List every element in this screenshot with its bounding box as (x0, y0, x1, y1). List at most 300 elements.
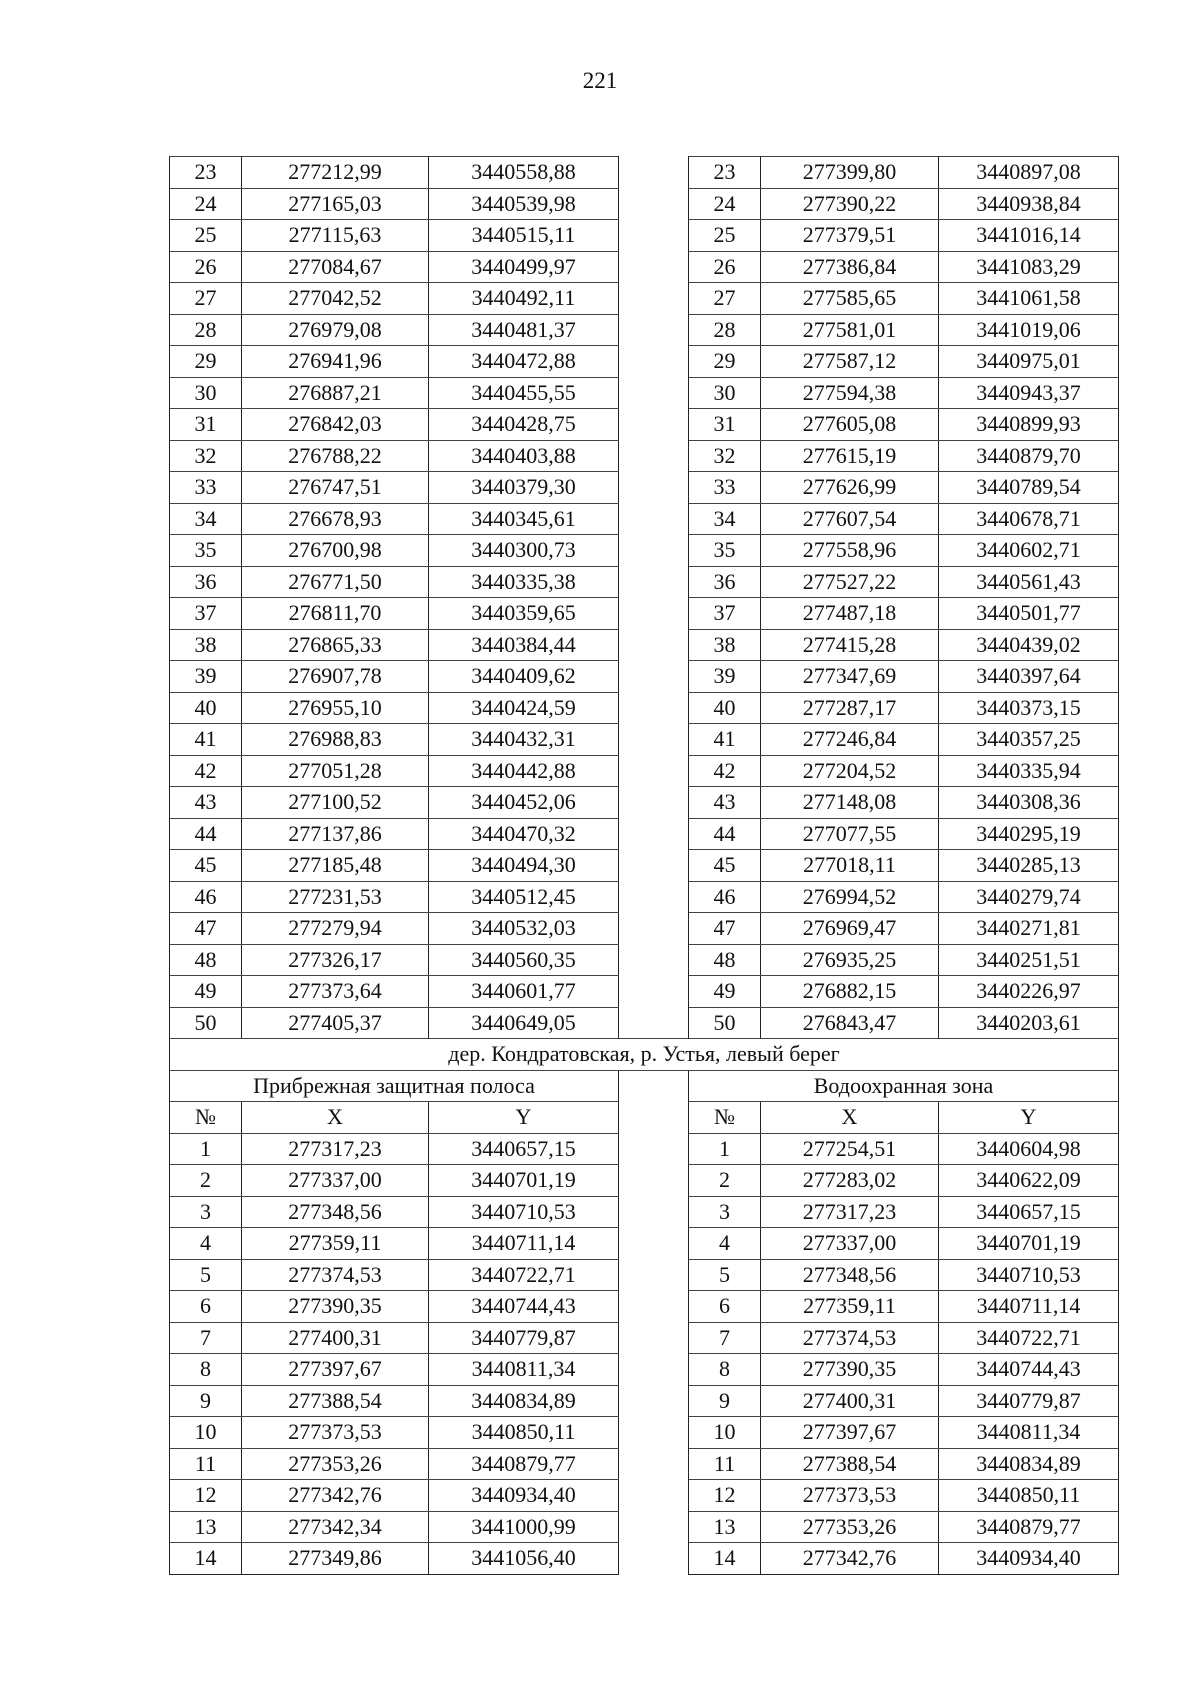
point-number-left: 35 (170, 535, 242, 567)
y-coordinate-left: 3440722,71 (429, 1259, 619, 1291)
x-coordinate-left: 276979,08 (242, 314, 429, 346)
x-coordinate-left: 276865,33 (242, 629, 429, 661)
point-number-right: 5 (689, 1259, 761, 1291)
x-coordinate-right: 276994,52 (761, 881, 939, 913)
x-coordinate-right: 277558,96 (761, 535, 939, 567)
y-coordinate-right: 3440938,84 (939, 188, 1119, 220)
x-coordinate-right: 277390,35 (761, 1354, 939, 1386)
header-y-left: Y (429, 1102, 619, 1134)
y-coordinate-right: 3440678,71 (939, 503, 1119, 535)
y-coordinate-right: 3440622,09 (939, 1165, 1119, 1197)
y-coordinate-left: 3440512,45 (429, 881, 619, 913)
point-number-left: 23 (170, 157, 242, 189)
point-number-right: 9 (689, 1385, 761, 1417)
y-coordinate-left: 3440432,31 (429, 724, 619, 756)
column-gap (619, 251, 689, 283)
x-coordinate-right: 277359,11 (761, 1291, 939, 1323)
table-row (170, 850, 1119, 882)
point-number-left: 3 (170, 1196, 242, 1228)
column-gap (619, 346, 689, 378)
x-coordinate-right: 277317,23 (761, 1196, 939, 1228)
point-number-right: 10 (689, 1417, 761, 1449)
point-number-right: 33 (689, 472, 761, 504)
y-coordinate-right: 3440501,77 (939, 598, 1119, 630)
y-coordinate-left: 3440601,77 (429, 976, 619, 1008)
y-coordinate-right: 3440397,64 (939, 661, 1119, 693)
point-number-left: 37 (170, 598, 242, 630)
x-coordinate-left: 276700,98 (242, 535, 429, 567)
y-coordinate-left: 3440442,88 (429, 755, 619, 787)
table-row (170, 346, 1119, 378)
x-coordinate-left: 277348,56 (242, 1196, 429, 1228)
x-coordinate-left: 277279,94 (242, 913, 429, 945)
left-block-title: Прибрежная защитная полоса (170, 1070, 619, 1102)
x-coordinate-right: 277415,28 (761, 629, 939, 661)
x-coordinate-right: 277388,54 (761, 1448, 939, 1480)
point-number-right: 46 (689, 881, 761, 913)
point-number-left: 28 (170, 314, 242, 346)
column-gap (619, 1543, 689, 1575)
table-row (170, 503, 1119, 535)
column-gap (619, 598, 689, 630)
y-coordinate-left: 3440455,55 (429, 377, 619, 409)
point-number-right: 3 (689, 1196, 761, 1228)
table-row (170, 787, 1119, 819)
x-coordinate-right: 277254,51 (761, 1133, 939, 1165)
point-number-left: 47 (170, 913, 242, 945)
y-coordinate-right: 3441016,14 (939, 220, 1119, 252)
x-coordinate-right: 277348,56 (761, 1259, 939, 1291)
point-number-right: 12 (689, 1480, 761, 1512)
column-gap (619, 1385, 689, 1417)
table-row (170, 440, 1119, 472)
column-gap (619, 818, 689, 850)
table-row (170, 1196, 1119, 1228)
table-row (170, 1291, 1119, 1323)
header-number-right: № (689, 1102, 761, 1134)
y-coordinate-right: 3440439,02 (939, 629, 1119, 661)
y-coordinate-left: 3440779,87 (429, 1322, 619, 1354)
point-number-right: 24 (689, 188, 761, 220)
table-row (170, 1385, 1119, 1417)
point-number-left: 50 (170, 1007, 242, 1039)
point-number-right: 7 (689, 1322, 761, 1354)
x-coordinate-left: 277374,53 (242, 1259, 429, 1291)
y-coordinate-right: 3440897,08 (939, 157, 1119, 189)
y-coordinate-right: 3440602,71 (939, 535, 1119, 567)
column-gap (619, 472, 689, 504)
column-gap (619, 1354, 689, 1386)
point-number-left: 12 (170, 1480, 242, 1512)
y-coordinate-right: 3441083,29 (939, 251, 1119, 283)
point-number-left: 43 (170, 787, 242, 819)
page-number: 221 (582, 68, 618, 93)
y-coordinate-left: 3440452,06 (429, 787, 619, 819)
y-coordinate-left: 3440424,59 (429, 692, 619, 724)
y-coordinate-left: 3440428,75 (429, 409, 619, 441)
point-number-left: 29 (170, 346, 242, 378)
table-row (170, 1480, 1119, 1512)
column-headers-row (170, 1102, 1119, 1134)
point-number-left: 5 (170, 1259, 242, 1291)
y-coordinate-right: 3441061,58 (939, 283, 1119, 315)
point-number-left: 30 (170, 377, 242, 409)
table-row (170, 157, 1119, 189)
column-gap (619, 1228, 689, 1260)
table-row (170, 251, 1119, 283)
column-gap (619, 314, 689, 346)
point-number-left: 2 (170, 1165, 242, 1197)
table-row (170, 566, 1119, 598)
x-coordinate-left: 276955,10 (242, 692, 429, 724)
column-gap (619, 913, 689, 945)
y-coordinate-left: 3440811,34 (429, 1354, 619, 1386)
table-row (170, 1511, 1119, 1543)
y-coordinate-left: 3440515,11 (429, 220, 619, 252)
point-number-right: 30 (689, 377, 761, 409)
x-coordinate-right: 277399,80 (761, 157, 939, 189)
column-gap (619, 661, 689, 693)
y-coordinate-left: 3440345,61 (429, 503, 619, 535)
point-number-right: 38 (689, 629, 761, 661)
point-number-left: 13 (170, 1511, 242, 1543)
point-number-right: 39 (689, 661, 761, 693)
x-coordinate-left: 277390,35 (242, 1291, 429, 1323)
table-row (170, 1133, 1119, 1165)
table-row (170, 1322, 1119, 1354)
y-coordinate-left: 3440560,35 (429, 944, 619, 976)
x-coordinate-left: 276842,03 (242, 409, 429, 441)
y-coordinate-left: 3440359,65 (429, 598, 619, 630)
column-gap (619, 1007, 689, 1039)
x-coordinate-left: 277100,52 (242, 787, 429, 819)
y-coordinate-right: 3440879,77 (939, 1511, 1119, 1543)
y-coordinate-left: 3440701,19 (429, 1165, 619, 1197)
x-coordinate-right: 277342,76 (761, 1543, 939, 1575)
point-number-left: 8 (170, 1354, 242, 1386)
point-number-right: 13 (689, 1511, 761, 1543)
column-gap (619, 157, 689, 189)
point-number-left: 1 (170, 1133, 242, 1165)
y-coordinate-right: 3440335,94 (939, 755, 1119, 787)
point-number-left: 40 (170, 692, 242, 724)
point-number-right: 35 (689, 535, 761, 567)
y-coordinate-left: 3441000,99 (429, 1511, 619, 1543)
table-row (170, 1259, 1119, 1291)
y-coordinate-left: 3440879,77 (429, 1448, 619, 1480)
x-coordinate-right: 277487,18 (761, 598, 939, 630)
x-coordinate-left: 276747,51 (242, 472, 429, 504)
y-coordinate-right: 3440285,13 (939, 850, 1119, 882)
point-number-right: 28 (689, 314, 761, 346)
table-row (170, 598, 1119, 630)
x-coordinate-right: 277246,84 (761, 724, 939, 756)
x-coordinate-left: 277185,48 (242, 850, 429, 882)
column-gap (619, 1511, 689, 1543)
y-coordinate-right: 3440295,19 (939, 818, 1119, 850)
header-number-left: № (170, 1102, 242, 1134)
section-header-body (170, 1039, 1119, 1134)
x-coordinate-left: 277165,03 (242, 188, 429, 220)
x-coordinate-right: 277337,00 (761, 1228, 939, 1260)
table-row (170, 314, 1119, 346)
y-coordinate-right: 3440899,93 (939, 409, 1119, 441)
y-coordinate-right: 3441019,06 (939, 314, 1119, 346)
point-number-right: 29 (689, 346, 761, 378)
x-coordinate-left: 277397,67 (242, 1354, 429, 1386)
right-block-title: Водоохранная зона (689, 1070, 1119, 1102)
x-coordinate-right: 276935,25 (761, 944, 939, 976)
column-gap (619, 1133, 689, 1165)
x-coordinate-right: 277386,84 (761, 251, 939, 283)
x-coordinate-left: 277317,23 (242, 1133, 429, 1165)
x-coordinate-right: 277587,12 (761, 346, 939, 378)
x-coordinate-right: 277605,08 (761, 409, 939, 441)
point-number-right: 36 (689, 566, 761, 598)
point-number-right: 32 (689, 440, 761, 472)
upper-coordinates-body (170, 157, 1119, 1039)
x-coordinate-left: 276941,96 (242, 346, 429, 378)
table-row (170, 1007, 1119, 1039)
x-coordinate-right: 277390,22 (761, 188, 939, 220)
point-number-left: 24 (170, 188, 242, 220)
point-number-left: 34 (170, 503, 242, 535)
header-x-right: X (761, 1102, 939, 1134)
point-number-left: 33 (170, 472, 242, 504)
y-coordinate-left: 3440481,37 (429, 314, 619, 346)
y-coordinate-left: 3440934,40 (429, 1480, 619, 1512)
x-coordinate-left: 276887,21 (242, 377, 429, 409)
table-row (170, 913, 1119, 945)
point-number-left: 14 (170, 1543, 242, 1575)
column-gap (619, 1196, 689, 1228)
point-number-left: 49 (170, 976, 242, 1008)
point-number-left: 26 (170, 251, 242, 283)
y-coordinate-right: 3440834,89 (939, 1448, 1119, 1480)
point-number-left: 38 (170, 629, 242, 661)
point-number-right: 1 (689, 1133, 761, 1165)
coordinates-table (169, 156, 1119, 1575)
table-row (170, 881, 1119, 913)
y-coordinate-right: 3440308,36 (939, 787, 1119, 819)
point-number-left: 48 (170, 944, 242, 976)
x-coordinate-right: 276843,47 (761, 1007, 939, 1039)
x-coordinate-right: 276969,47 (761, 913, 939, 945)
table-row (170, 377, 1119, 409)
y-coordinate-right: 3440701,19 (939, 1228, 1119, 1260)
x-coordinate-left: 276678,93 (242, 503, 429, 535)
point-number-right: 23 (689, 157, 761, 189)
table-row (170, 1448, 1119, 1480)
point-number-left: 4 (170, 1228, 242, 1260)
point-number-right: 45 (689, 850, 761, 882)
x-coordinate-left: 277353,26 (242, 1448, 429, 1480)
x-coordinate-right: 277347,69 (761, 661, 939, 693)
column-gap (619, 724, 689, 756)
point-number-right: 25 (689, 220, 761, 252)
section-caption-row (170, 1039, 1119, 1071)
x-coordinate-left: 277212,99 (242, 157, 429, 189)
y-coordinate-right: 3440975,01 (939, 346, 1119, 378)
y-coordinate-right: 3440251,51 (939, 944, 1119, 976)
y-coordinate-left: 3440494,30 (429, 850, 619, 882)
column-gap (619, 881, 689, 913)
point-number-left: 10 (170, 1417, 242, 1449)
x-coordinate-left: 277359,11 (242, 1228, 429, 1260)
x-coordinate-right: 277585,65 (761, 283, 939, 315)
x-coordinate-left: 276771,50 (242, 566, 429, 598)
column-gap (619, 692, 689, 724)
point-number-left: 6 (170, 1291, 242, 1323)
y-coordinate-left: 3440657,15 (429, 1133, 619, 1165)
point-number-left: 7 (170, 1322, 242, 1354)
point-number-right: 40 (689, 692, 761, 724)
block-titles-row (170, 1070, 1119, 1102)
point-number-left: 42 (170, 755, 242, 787)
y-coordinate-left: 3440532,03 (429, 913, 619, 945)
x-coordinate-left: 277400,31 (242, 1322, 429, 1354)
header-y-right: Y (939, 1102, 1119, 1134)
y-coordinate-left: 3440499,97 (429, 251, 619, 283)
column-gap (619, 283, 689, 315)
x-coordinate-right: 277615,19 (761, 440, 939, 472)
y-coordinate-left: 3440744,43 (429, 1291, 619, 1323)
column-gap (619, 440, 689, 472)
x-coordinate-left: 276988,83 (242, 724, 429, 756)
column-gap (619, 566, 689, 598)
column-gap (619, 503, 689, 535)
point-number-left: 27 (170, 283, 242, 315)
point-number-right: 43 (689, 787, 761, 819)
y-coordinate-left: 3440470,32 (429, 818, 619, 850)
y-coordinate-left: 3440409,62 (429, 661, 619, 693)
x-coordinate-left: 277042,52 (242, 283, 429, 315)
table-row (170, 1228, 1119, 1260)
table-row (170, 1417, 1119, 1449)
x-coordinate-left: 277342,76 (242, 1480, 429, 1512)
point-number-left: 32 (170, 440, 242, 472)
x-coordinate-left: 277349,86 (242, 1543, 429, 1575)
x-coordinate-left: 277115,63 (242, 220, 429, 252)
y-coordinate-right: 3440789,54 (939, 472, 1119, 504)
x-coordinate-right: 277400,31 (761, 1385, 939, 1417)
x-coordinate-left: 277326,17 (242, 944, 429, 976)
column-gap (619, 535, 689, 567)
table-row (170, 409, 1119, 441)
x-coordinate-left: 277231,53 (242, 881, 429, 913)
point-number-right: 4 (689, 1228, 761, 1260)
x-coordinate-left: 276907,78 (242, 661, 429, 693)
y-coordinate-right: 3440226,97 (939, 976, 1119, 1008)
column-gap (619, 377, 689, 409)
y-coordinate-right: 3440710,53 (939, 1259, 1119, 1291)
y-coordinate-right: 3440722,71 (939, 1322, 1119, 1354)
x-coordinate-right: 277581,01 (761, 314, 939, 346)
x-coordinate-left: 277373,64 (242, 976, 429, 1008)
point-number-right: 34 (689, 503, 761, 535)
table-row (170, 661, 1119, 693)
table-row (170, 188, 1119, 220)
point-number-right: 44 (689, 818, 761, 850)
column-gap (619, 629, 689, 661)
x-coordinate-left: 277337,00 (242, 1165, 429, 1197)
y-coordinate-left: 3440649,05 (429, 1007, 619, 1039)
column-gap (619, 850, 689, 882)
table-row (170, 1354, 1119, 1386)
point-number-right: 8 (689, 1354, 761, 1386)
point-number-right: 37 (689, 598, 761, 630)
x-coordinate-right: 277077,55 (761, 818, 939, 850)
column-gap (619, 1291, 689, 1323)
header-x-left: X (242, 1102, 429, 1134)
y-coordinate-left: 3440834,89 (429, 1385, 619, 1417)
x-coordinate-left: 276811,70 (242, 598, 429, 630)
column-gap (619, 944, 689, 976)
x-coordinate-right: 277373,53 (761, 1480, 939, 1512)
x-coordinate-right: 277607,54 (761, 503, 939, 535)
y-coordinate-left: 3440403,88 (429, 440, 619, 472)
column-gap (619, 1480, 689, 1512)
lower-coordinates-body (170, 1133, 1119, 1574)
point-number-right: 26 (689, 251, 761, 283)
point-number-left: 9 (170, 1385, 242, 1417)
y-coordinate-left: 3440711,14 (429, 1228, 619, 1260)
y-coordinate-right: 3440657,15 (939, 1196, 1119, 1228)
y-coordinate-right: 3440271,81 (939, 913, 1119, 945)
table-row (170, 692, 1119, 724)
y-coordinate-right: 3440357,25 (939, 724, 1119, 756)
y-coordinate-left: 3440558,88 (429, 157, 619, 189)
y-coordinate-right: 3440879,70 (939, 440, 1119, 472)
table-row (170, 1543, 1119, 1575)
x-coordinate-right: 277397,67 (761, 1417, 939, 1449)
point-number-left: 44 (170, 818, 242, 850)
x-coordinate-right: 277527,22 (761, 566, 939, 598)
point-number-left: 41 (170, 724, 242, 756)
y-coordinate-right: 3440934,40 (939, 1543, 1119, 1575)
x-coordinate-right: 277594,38 (761, 377, 939, 409)
point-number-left: 45 (170, 850, 242, 882)
point-number-right: 27 (689, 283, 761, 315)
y-coordinate-left: 3440335,38 (429, 566, 619, 598)
table-row (170, 944, 1119, 976)
point-number-right: 2 (689, 1165, 761, 1197)
point-number-left: 39 (170, 661, 242, 693)
y-coordinate-left: 3440539,98 (429, 188, 619, 220)
point-number-right: 48 (689, 944, 761, 976)
table-row (170, 818, 1119, 850)
x-coordinate-right: 277283,02 (761, 1165, 939, 1197)
column-gap (619, 1259, 689, 1291)
section-caption: дер. Кондратовская, р. Устья, левый берег (170, 1039, 1119, 1071)
y-coordinate-right: 3440373,15 (939, 692, 1119, 724)
point-number-right: 41 (689, 724, 761, 756)
point-number-left: 31 (170, 409, 242, 441)
x-coordinate-left: 277373,53 (242, 1417, 429, 1449)
y-coordinate-right: 3440943,37 (939, 377, 1119, 409)
y-coordinate-left: 3440379,30 (429, 472, 619, 504)
y-coordinate-left: 3440384,44 (429, 629, 619, 661)
x-coordinate-right: 277379,51 (761, 220, 939, 252)
x-coordinate-right: 277204,52 (761, 755, 939, 787)
column-gap (619, 1417, 689, 1449)
table-row (170, 724, 1119, 756)
point-number-right: 42 (689, 755, 761, 787)
y-coordinate-left: 3440850,11 (429, 1417, 619, 1449)
column-gap (619, 409, 689, 441)
point-number-left: 46 (170, 881, 242, 913)
point-number-right: 31 (689, 409, 761, 441)
